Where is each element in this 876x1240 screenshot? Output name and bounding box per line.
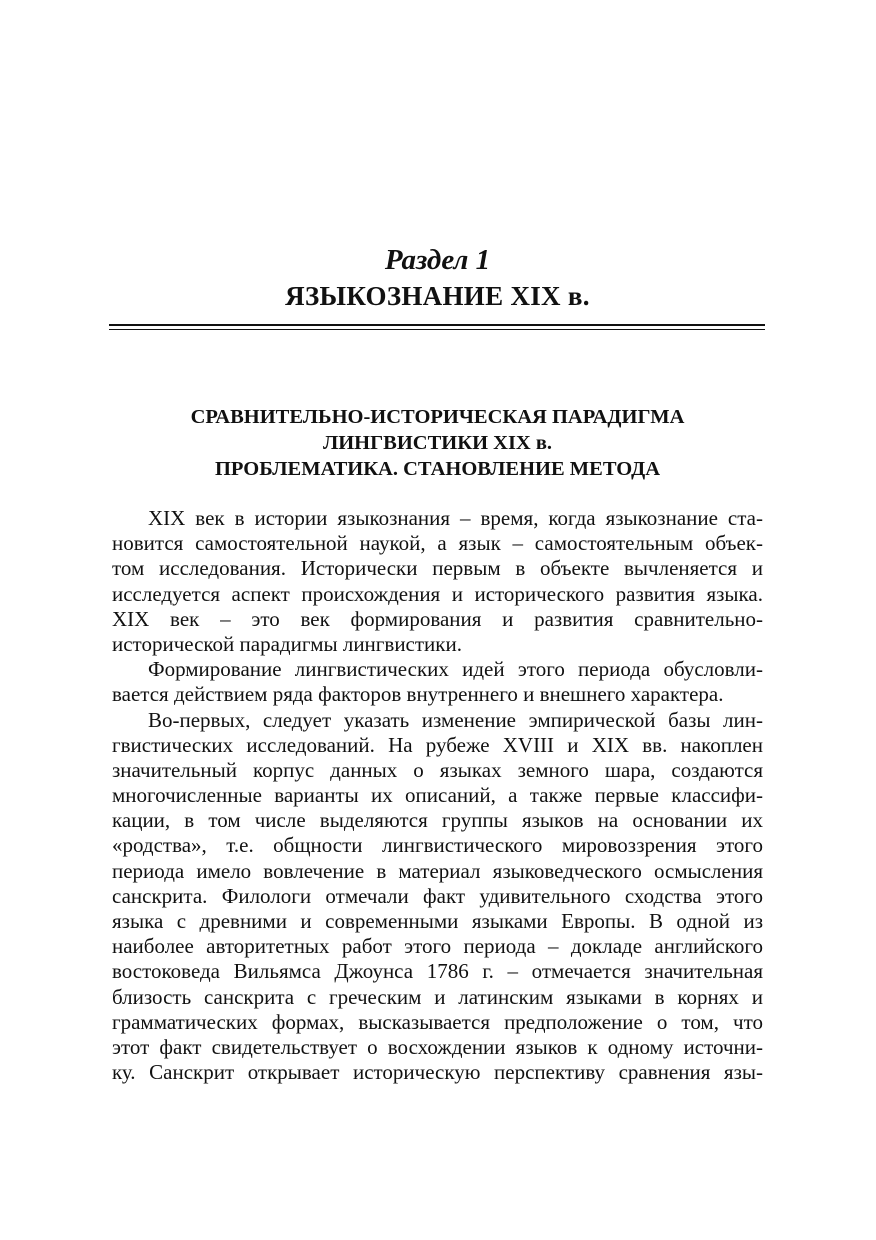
paragraph-2-line: вается действием ряда факторов внутреннего и внешнего характера.	[112, 682, 724, 707]
paragraph-3-line: востоковеда Вильямса Джоунса 1786 г. – отмечается значительная	[112, 959, 763, 984]
paragraph-3-line: значительный корпус данных о языках земного шара, создаются	[112, 757, 763, 782]
section-heading-line: ЛИНГВИСТИКИ XIX в.	[322, 432, 553, 454]
paragraph-2-line: Формирование лингвистических идей этого периода обусловли-	[148, 657, 763, 682]
part-label: Раздел 1	[384, 244, 491, 276]
body-text	[112, 506, 763, 1085]
paragraph-3-line: языка с древними и современными языками Европы. В одной из	[112, 909, 763, 933]
section-heading-line: СРАВНИТЕЛЬНО-ИСТОРИЧЕСКАЯ ПАРАДИГМА	[190, 406, 685, 428]
paragraph-1-line: XIX век в истории языкознания – время, когда языкознание ста-	[148, 506, 763, 530]
part-title: ЯЗЫКОЗНАНИЕ XIX в.	[285, 281, 590, 311]
paragraph-3-line: многочисленные варианты их описаний, а также первые классифи-	[112, 783, 763, 808]
paragraph-1-line: XIX век – это век формирования и развития сравнительно-	[112, 606, 763, 631]
paragraph-3-line: Во-первых, следует указать изменение эмпирической базы лин-	[148, 707, 763, 732]
paragraph-3-line: ку. Санскрит открывает историческую перспективу сравнения язы-	[112, 1060, 763, 1085]
paragraph-1-line: исследуется аспект происхождения и исторического развития языка.	[112, 581, 763, 606]
section-heading	[110, 404, 765, 482]
paragraph-3-line: периода имело вовлечение в материал языковедческого осмысления	[112, 858, 763, 883]
paragraph-3-line: санскрита. Филологи отмечали факт удивительного сходства этого	[112, 883, 763, 908]
paragraph-3-line: этот факт свидетельствует о восхождении языков к одному источни-	[112, 1034, 763, 1059]
title-rule-thick	[109, 324, 765, 326]
paragraph-1-line: том исследования. Исторически первым в объекте вычленяется и	[112, 556, 763, 581]
section-heading-line: ПРОБЛЕМАТИКА. СТАНОВЛЕНИЕ МЕТОДА	[214, 458, 661, 480]
paragraph-3-line: «родства», т.е. общности лингвистического мировоззрения этого	[112, 833, 763, 858]
paragraph-3-line: близость санскрита с греческим и латинским языками в корнях и	[112, 984, 763, 1009]
paragraph-1-line: исторической парадигмы лингвистики.	[112, 631, 462, 656]
paragraph-3-line: гвистических исследований. На рубеже XVIII и XIX вв. накоплен	[112, 732, 763, 757]
paragraph-3-line: кации, в том числе выделяются группы языков на основании их	[112, 808, 763, 833]
paragraph-3-line: наиболее авторитетных работ этого периода – докладе английского	[112, 934, 763, 959]
title-rule-thin	[109, 329, 765, 330]
paragraph-3-line: грамматических формах, высказывается предположение о том, что	[112, 1009, 763, 1034]
paragraph-1-line: новится самостоятельной наукой, а язык – самостоятельным объек-	[112, 531, 763, 556]
